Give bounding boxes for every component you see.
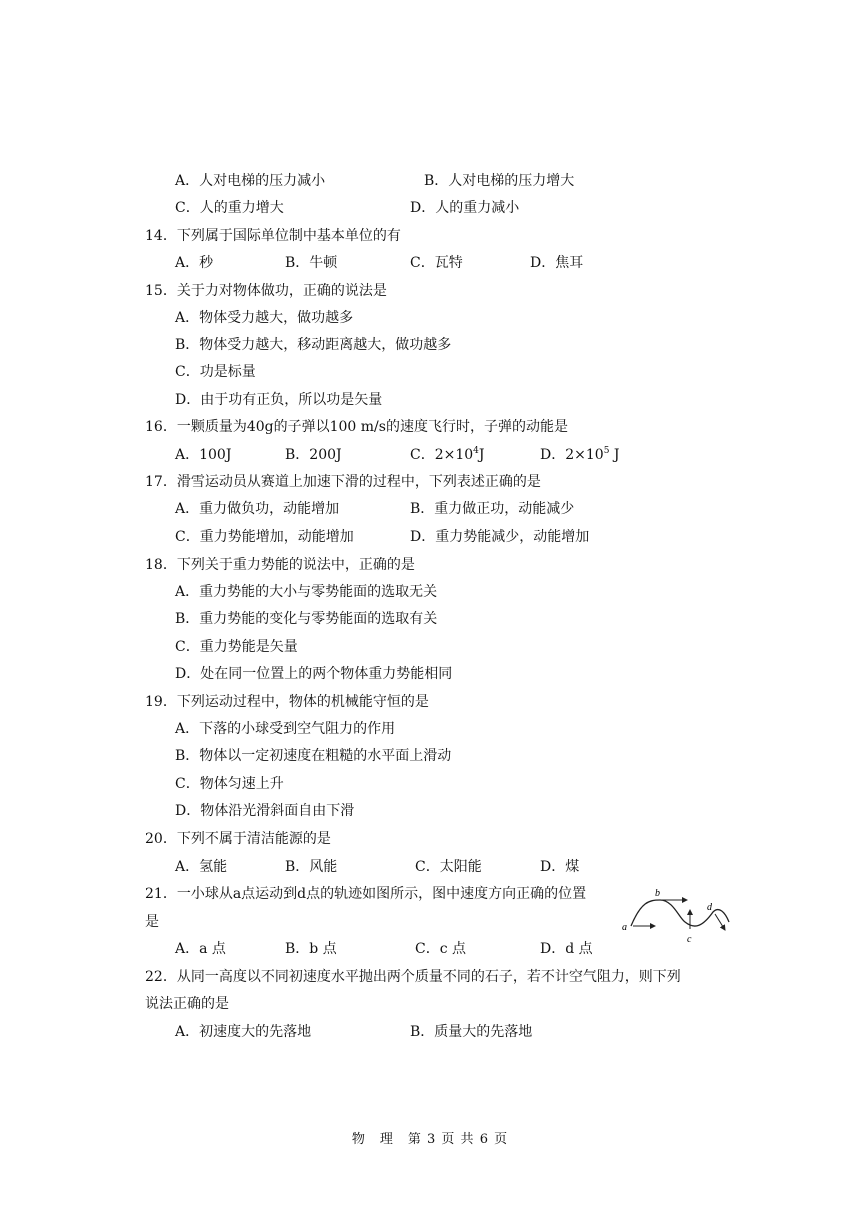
- q20-option-c: C．太阳能: [415, 859, 482, 875]
- q17-option-c: C．重力势能增加，动能增加: [175, 529, 354, 545]
- q19-option-c: C．物体匀速上升: [175, 776, 284, 792]
- q20-option-a: A．氢能: [175, 859, 228, 875]
- q17-option-a: A．重力做负功，动能增加: [175, 501, 340, 517]
- diagram-label-c: c: [687, 934, 692, 944]
- velocity-arrow-d: [715, 914, 725, 930]
- q13-option-a: A．人对电梯的压力减小: [175, 173, 326, 189]
- q21-option-a: A．a 点: [175, 941, 226, 957]
- q14-option-c: C．瓦特: [410, 255, 463, 271]
- trajectory-diagram: [615, 882, 733, 944]
- q21-option-c: C．c 点: [415, 941, 467, 957]
- q14-option-d: D．焦耳: [530, 255, 584, 271]
- q16-option-a: A．100J: [175, 447, 232, 463]
- q16-stem: 16．一颗质量为40g的子弹以100 m/s的速度飞行时，子弹的动能是: [145, 419, 568, 435]
- q18-option-c: C．重力势能是矢量: [175, 639, 298, 655]
- q13-option-c: C．人的重力增大: [175, 200, 284, 216]
- q22-stem-line1: 22．从同一高度以不同初速度水平抛出两个质量不同的石子，若不计空气阻力，则下列: [145, 969, 681, 985]
- q13-option-b: B．人对电梯的压力增大: [424, 173, 575, 189]
- q22-stem-line2: 说法正确的是: [145, 996, 229, 1012]
- q14-stem: 14．下列属于国际单位制中基本单位的有: [145, 228, 401, 244]
- q14-option-a: A．秒: [175, 255, 214, 271]
- q21-option-d: D．d 点: [540, 941, 593, 957]
- q17-stem: 17．滑雪运动员从赛道上加速下滑的过程中，下列表述正确的是: [145, 474, 541, 490]
- q19-option-d: D．物体沿光滑斜面自由下滑: [175, 803, 355, 819]
- q20-option-d: D．煤: [540, 859, 580, 875]
- trajectory-curve: [631, 900, 729, 926]
- q21-stem-line2: 是: [145, 914, 159, 930]
- q22-option-b: B．质量大的先落地: [410, 1024, 533, 1040]
- q16-option-b: B．200J: [285, 447, 342, 463]
- q16-option-d: D．$2\times 10^5$ J: [540, 446, 620, 463]
- q20-stem: 20．下列不属于清洁能源的是: [145, 831, 331, 847]
- q19-stem: 19．下列运动过程中，物体的机械能守恒的是: [145, 694, 429, 710]
- q22-option-a: A．初速度大的先落地: [175, 1024, 312, 1040]
- q17-option-d: D．重力势能减少，动能增加: [410, 529, 590, 545]
- page-footer: 物 理 第 3 页 共 6 页: [351, 1132, 509, 1147]
- q17-option-b: B．重力做正功，动能减少: [410, 501, 575, 517]
- diagram-label-d: d: [707, 902, 712, 913]
- q19-option-a: A．下落的小球受到空气阻力的作用: [175, 721, 396, 737]
- q15-option-c: C．功是标量: [175, 364, 256, 380]
- q18-option-a: A．重力势能的大小与零势能面的选取无关: [175, 584, 438, 600]
- q13-option-d: D．人的重力减小: [410, 200, 520, 216]
- diagram-label-a: a: [622, 922, 627, 933]
- q15-option-a: A．物体受力越大，做功越多: [175, 310, 354, 326]
- q15-option-b: B．物体受力越大，移动距离越大，做功越多: [175, 337, 452, 353]
- diagram-label-b: b: [655, 888, 660, 899]
- q18-stem: 18．下列关于重力势能的说法中，正确的是: [145, 557, 415, 573]
- q18-option-b: B．重力势能的变化与零势能面的选取有关: [175, 611, 438, 627]
- q14-option-b: B．牛顿: [285, 255, 338, 271]
- q16-option-c: C．$2\times 10^4J$: [410, 446, 485, 463]
- q15-option-d: D．由于功有正负，所以功是矢量: [175, 392, 383, 408]
- q21-option-b: B．b 点: [285, 941, 337, 957]
- q20-option-b: B．风能: [285, 859, 338, 875]
- q18-option-d: D．处在同一位置上的两个物体重力势能相同: [175, 666, 453, 682]
- q19-option-b: B．物体以一定初速度在粗糙的水平面上滑动: [175, 748, 452, 764]
- q21-stem-line1: 21．一小球从a点运动到d点的轨迹如图所示，图中速度方向正确的位置: [145, 886, 587, 902]
- q15-stem: 15．关于力对物体做功，正确的说法是: [145, 283, 387, 299]
